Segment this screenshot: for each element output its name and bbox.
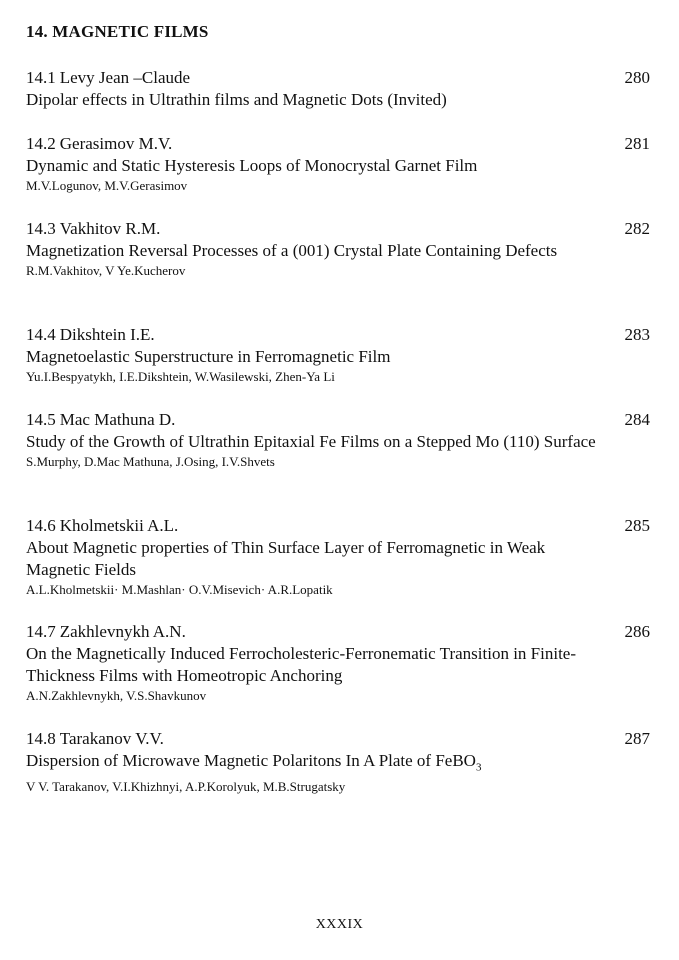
entry-page-number: 280 (624, 68, 650, 87)
entry-speaker: Dikshtein I.E. (59, 325, 155, 344)
entry-page-number: 281 (624, 134, 650, 153)
entry-header (26, 67, 654, 89)
entry-authors: Yu.I.Bespyatykh, I.E.Dikshtein, W.Wasilewski, Zhen-Ya Li (26, 369, 335, 384)
entry-number: 14.5 (26, 410, 56, 429)
entry-authors: S.Murphy, D.Mac Mathuna, J.Osing, I.V.Shvets (26, 454, 275, 469)
entry-title: Magnetization Reversal Processes of a (001) Crystal Plate Containing Defects (26, 241, 558, 260)
entry-speaker: Zakhlevnykh A.N. (59, 622, 186, 641)
toc-entry (26, 324, 654, 386)
entry-number: 14.2 (26, 134, 56, 153)
entry-header (26, 728, 654, 750)
toc-entry (26, 218, 654, 280)
toc-entry (26, 728, 654, 796)
entry-speaker: Kholmetskii A.L. (59, 516, 179, 535)
page-number-footer: XXXIX (315, 917, 364, 932)
toc-entry (26, 515, 654, 599)
toc-entry (26, 133, 654, 195)
entry-speaker: Vakhitov R.M. (59, 219, 161, 238)
entry-authors: M.V.Logunov, M.V.Gerasimov (26, 178, 188, 193)
entry-header (26, 515, 654, 537)
entry-page-number: 283 (624, 325, 650, 344)
entry-page-number: 282 (624, 219, 650, 238)
entry-number: 14.7 (26, 622, 56, 641)
entry-speaker: Tarakanov V.V. (59, 729, 164, 748)
entry-authors: A.N.Zakhlevnykh, V.S.Shavkunov (26, 688, 207, 703)
toc-entry (26, 621, 654, 705)
entry-header (26, 133, 654, 155)
entry-header (26, 621, 654, 643)
entry-speaker: Mac Mathuna D. (59, 410, 176, 429)
entry-title: Dynamic and Static Hysteresis Loops of Monocrystal Garnet Film (26, 156, 478, 175)
toc-entry (26, 67, 654, 111)
entry-title: Dipolar effects in Ultrathin films and Magnetic Dots (Invited) (26, 90, 447, 109)
entry-number: 14.6 (26, 516, 56, 535)
entry-authors: R.M.Vakhitov, V Ye.Kucherov (26, 263, 186, 278)
entry-speaker: Gerasimov M.V. (59, 134, 173, 153)
entry-header (26, 218, 654, 240)
entry-header (26, 324, 654, 346)
entry-page-number: 287 (624, 729, 650, 748)
entry-page-number: 284 (624, 410, 650, 429)
entry-title: About Magnetic properties of Thin Surface Layer of Ferromagnetic in Weak Magnetic Fields (26, 538, 546, 579)
section-title: 14. MAGNETIC FILMS (26, 22, 209, 41)
entry-number: 14.1 (26, 68, 56, 87)
entry-title-text: Dispersion of Microwave Magnetic Polaritons In A Plate of FeBO (26, 751, 476, 770)
entry-title-subscript: 3 (475, 761, 482, 774)
entry-title: Study of the Growth of Ultrathin Epitaxial Fe Films on a Stepped Mo (110) Surface (26, 432, 596, 451)
toc-entry (26, 409, 654, 471)
entry-number: 14.8 (26, 729, 56, 748)
entry-page-number: 286 (624, 622, 650, 641)
entry-number: 14.4 (26, 325, 56, 344)
entry-speaker: Levy Jean –Claude (59, 68, 191, 87)
entry-authors: V V. Tarakanov, V.I.Khizhnyi, A.P.Korolyuk, M.B.Strugatsky (26, 779, 346, 795)
entry-title: On the Magnetically Induced Ferrocholesteric-Ferronematic Transition in Finite-Thickness Films with Homeotropic Anchoring (26, 644, 577, 685)
entry-page-number: 285 (624, 516, 650, 535)
entry-authors: A.L.Kholmetskii· M.Mashlan· O.V.Misevich· A.R.Lopatik (26, 582, 333, 597)
entry-title (26, 750, 654, 778)
entry-number: 14.3 (26, 219, 56, 238)
entry-title: Magnetoelastic Superstructure in Ferromagnetic Film (26, 347, 391, 366)
entry-header (26, 409, 654, 431)
